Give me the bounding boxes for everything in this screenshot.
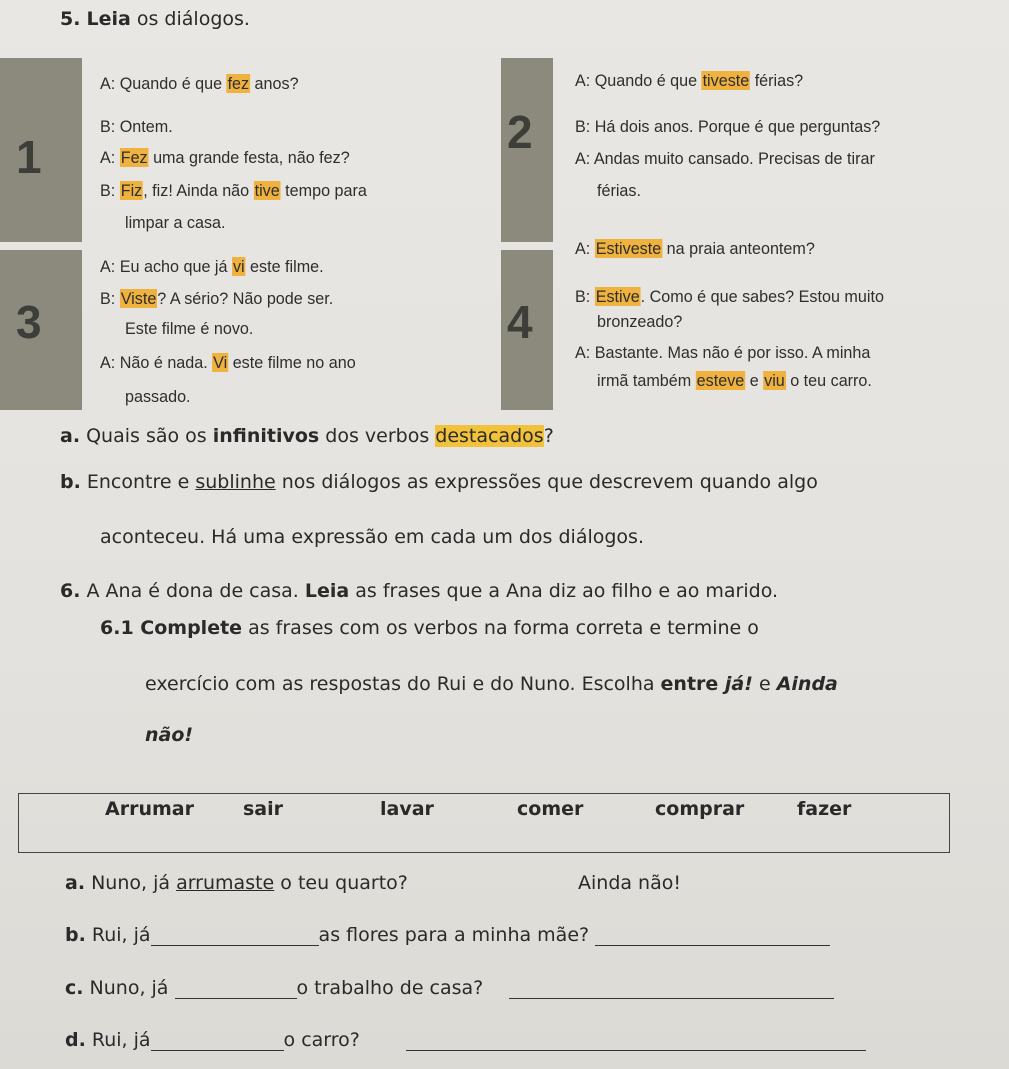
highlighted-verb: Vi (213, 353, 228, 372)
exercise-6-1-heading (100, 617, 759, 639)
dialog-text: bronzeado? (597, 312, 683, 331)
dialog-line (575, 343, 870, 363)
item-letter: a. (65, 872, 86, 894)
dialog-number: 1 (16, 131, 42, 183)
item-a (65, 872, 408, 894)
dialog-line (100, 117, 173, 137)
dialog-number: 3 (16, 296, 42, 348)
word-bank-item: comer (517, 798, 584, 820)
highlighted-verb: vi (232, 257, 245, 276)
dialog-text: e (745, 371, 764, 390)
item-text: Rui, já (85, 1029, 151, 1051)
question-letter: a. (60, 425, 81, 447)
dialog-number: 4 (507, 296, 533, 348)
highlighted-verb: tiveste (702, 71, 750, 90)
bold-term: infinitivos (212, 425, 320, 447)
dialog-text: uma grande festa, não fez? (148, 148, 350, 167)
item-b (65, 924, 830, 946)
dialog-text: . Como é que sabes? Estou muito (640, 287, 884, 306)
instruction-text: as frases que a Ana diz ao filho e ao marido. (349, 580, 779, 602)
dialog-text: A: (575, 239, 595, 258)
bold-italic-text: não! (145, 724, 194, 746)
item-d (65, 1029, 866, 1051)
dialog-text: A: Bastante. Mas não é por isso. A minha (575, 343, 871, 362)
dialog-line (100, 148, 350, 168)
dialog-text: férias. (597, 181, 641, 200)
item-letter: d. (65, 1029, 86, 1051)
answer-filled[interactable]: arrumaste (176, 872, 275, 894)
question-letter: b. (60, 471, 81, 493)
dialog-number: 2 (507, 106, 533, 158)
dialog-text: A: Quando é que (100, 74, 227, 93)
answer-blank[interactable] (151, 927, 319, 946)
dialog-line (100, 353, 356, 373)
item-text: o teu quarto? (274, 872, 408, 894)
word-bank-item: fazer (797, 798, 852, 820)
dialog-text: B: (575, 287, 595, 306)
dialog-text: A: (100, 148, 120, 167)
dialog-text: B: Há dois anos. Porque é que perguntas? (575, 117, 881, 136)
exercise-number: 5. (60, 8, 81, 30)
dialog-text: A: Não é nada. (100, 353, 213, 372)
dialog-text: B: Ontem. (100, 117, 173, 136)
item-c (65, 977, 834, 999)
item-text: Nuno, já (83, 977, 175, 999)
bold-text: entre (660, 673, 725, 695)
answer-blank[interactable] (175, 980, 297, 999)
item-text: o carro? (283, 1029, 360, 1051)
highlighted-verb: Viste (120, 289, 157, 308)
dialog-text: este filme no ano (228, 353, 356, 372)
item-text: Nuno, já (85, 872, 177, 894)
dialog-text: este filme. (245, 257, 324, 276)
question-text: Encontre e (80, 471, 196, 493)
dialog-text: Este filme é novo. (125, 319, 254, 338)
highlighted-verb: fez (227, 74, 250, 93)
exercise-5-heading (60, 8, 250, 30)
highlighted-verb: Fez (120, 148, 148, 167)
question-a (60, 425, 554, 447)
dialog-line (575, 149, 875, 169)
item-text: Rui, já (85, 924, 151, 946)
question-text: ? (543, 425, 554, 447)
dialog-text: férias? (750, 71, 804, 90)
highlighted-term: destacados (435, 425, 544, 447)
dialog-line (575, 239, 815, 259)
dialog-line (125, 319, 253, 339)
dialog-line (100, 74, 299, 94)
word-bank-item: Arrumar (105, 798, 194, 820)
dialog-line (575, 71, 803, 91)
question-b (60, 471, 818, 493)
reply-filled[interactable]: Ainda não! (578, 872, 681, 894)
dialog-text: B: (100, 181, 120, 200)
highlighted-verb: Estive (595, 287, 640, 306)
exercise-6-heading (60, 580, 778, 602)
instruction-text: exercício com as respostas do Rui e do Nuno. Escolha (145, 673, 661, 695)
instruction-text: os diálogos. (130, 8, 250, 30)
reply-blank[interactable] (406, 1032, 866, 1051)
dialog-text: tempo para (280, 181, 367, 200)
question-text: dos verbos (319, 425, 436, 447)
dialog-line (100, 181, 367, 201)
dialog-text: limpar a casa. (125, 213, 226, 232)
highlighted-verb: Fiz (120, 181, 143, 200)
dialog-text: o teu carro. (785, 371, 872, 390)
dialog-line (597, 181, 641, 201)
dialog-line (125, 213, 226, 233)
question-b-line2: aconteceu. Há uma expressão em cada um dos diálogos. (100, 526, 644, 548)
dialog-line (125, 387, 191, 407)
reply-blank[interactable] (595, 927, 830, 946)
item-text: o trabalho de casa? (296, 977, 484, 999)
exercise-6-1-line2 (145, 673, 838, 695)
question-text: nos diálogos as expressões que descrevem quando algo (275, 471, 818, 493)
dialog-text: irmã também (597, 371, 696, 390)
exercise-number: 6. (60, 580, 81, 602)
dialog-line (575, 287, 884, 307)
exercise-6-1-line3 (145, 724, 193, 746)
dialog-text: , fiz! Ainda não (143, 181, 254, 200)
dialog-line (597, 312, 682, 332)
instruction-text: e (752, 673, 777, 695)
dialog-text: A: Eu acho que já (100, 257, 232, 276)
highlighted-verb: viu (764, 371, 785, 390)
highlighted-verb: Estiveste (595, 239, 662, 258)
item-letter: c. (65, 977, 84, 999)
dialog-text: anos? (250, 74, 299, 93)
dialog-line (100, 289, 333, 309)
word-bank-item: sair (243, 798, 284, 820)
question-text: Quais são os (80, 425, 213, 447)
dialog-line (100, 257, 324, 277)
bold-italic-text: Ainda (776, 673, 838, 695)
instruction-verb: Leia (86, 8, 131, 30)
reply-blank[interactable] (509, 980, 834, 999)
instruction-verb: Complete (133, 617, 243, 639)
item-letter: b. (65, 924, 86, 946)
dialog-text: A: Quando é que (575, 71, 702, 90)
item-text: as flores para a minha mãe? (318, 924, 590, 946)
instruction-text: as frases com os verbos na forma correta e termine o (242, 617, 759, 639)
dialog-text: na praia anteontem? (662, 239, 815, 258)
dialog-text: B: (100, 289, 120, 308)
highlighted-verb: tive (254, 181, 280, 200)
dialog-line (575, 117, 880, 137)
answer-blank[interactable] (151, 1032, 284, 1051)
instruction-text: A Ana é dona de casa. (80, 580, 305, 602)
dialog-line (597, 371, 872, 391)
dialog-text: A: Andas muito cansado. Precisas de tirar (575, 149, 875, 168)
word-bank-item: comprar (655, 798, 745, 820)
underlined-term: sublinhe (195, 471, 276, 493)
dialog-text: passado. (125, 387, 191, 406)
exercise-number: 6.1 (100, 617, 134, 639)
dialog-text: ? A sério? Não pode ser. (157, 289, 334, 308)
bold-italic-text: já! (724, 673, 753, 695)
word-bank-item: lavar (380, 798, 434, 820)
instruction-verb: Leia (304, 580, 350, 602)
highlighted-verb: esteve (696, 371, 745, 390)
